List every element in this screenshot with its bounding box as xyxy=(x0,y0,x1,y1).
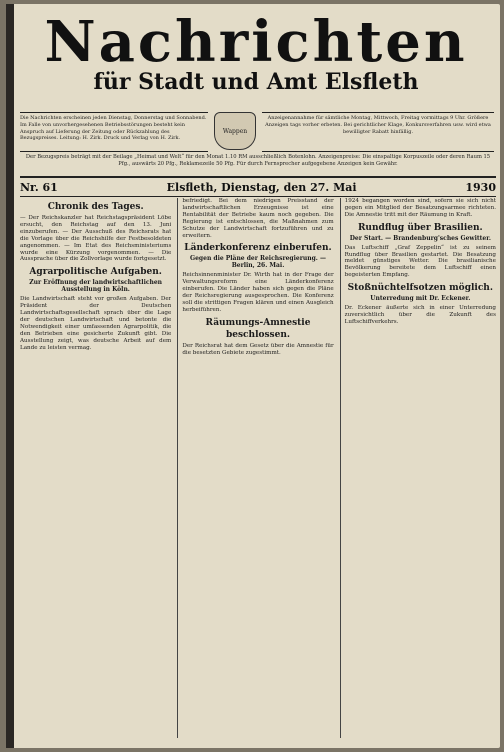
binding-edge xyxy=(6,4,14,748)
article-text: Der Reichsrat hat dem Gesetz über die Amnestie für die besetzten Gebiete zugestimmt. xyxy=(182,342,334,356)
newspaper-subtitle: für Stadt und Amt Elsfleth xyxy=(93,69,419,95)
crest-icon: Wappen xyxy=(214,112,256,150)
heading-chronik: Chronik des Tages. xyxy=(47,202,144,212)
dateline xyxy=(20,176,496,197)
heading-amnestie: Räumungs-Amnestie beschlossen. xyxy=(205,317,311,340)
column-1 xyxy=(20,198,171,738)
issue-number: Nr. 61 xyxy=(20,180,58,194)
subscription-notice: Der Bezugspreis beträgt mit der Beilage „Heimat und Welt“ für den Monat 1.10 RM ausschließlich Botenlohn. Anzeigenpreise: Die einspaltige Korpuszeile oder deren Raum 15 Pfg., auswärts 20 Pfg., Reklamezeile 50 Pfg. Für durch Fernsprecher aufgegebene Anzeigen kein Gewähr. xyxy=(25,154,491,167)
publication-info: Die Nachrichten erscheinen jeden Dienstag, Donnerstag und Sonnabend. Im Falle von unvorhergesehenen Betriebsstörungen besteht kein Anspruch auf Lieferung der Zeitung oder Rückzahlung des Bezugspreises. Leitung: H. Zirk. Druck und Verlag von H. Zirk. xyxy=(20,112,208,152)
article-text: 1924 begangen worden sind, sofern sie sich nicht gegen ein Mitglied der Besatzungsarmee richteten. Die Amnestie tritt mit der Räumung in Kraft. xyxy=(344,198,496,218)
article-text: Die Landwirtschaft steht vor großen Aufgaben. Der Präsident der Deutschen Landwirtschaftsgesellschaft sprach über die Lage der deutschen Landwirtschaft und betonte die Notwendigkeit einer umfassenden Agrarpolitik, die den Betrieben eine gesicherte Zukunft gibt. Die Ausstellung zeigt, was deutsche Arbeit auf dem Lande zu leisten vermag. xyxy=(20,296,172,351)
heading-agrar: Agrarpolitische Aufgaben. xyxy=(29,267,162,278)
subheading: Zur Eröffnung der landwirtschaftlichen Ausstellung in Köln. xyxy=(29,279,163,294)
issue-date: Elsfleth, Dienstag, den 27. Mai xyxy=(166,180,357,194)
article-text: — Der Reichskanzler hat Reichstagspräsident Löbe ersucht, den Reichstag auf den 13. Juni einzuberufen. — Der Ausschuß des Reichsrats hat die Vorlage über die Reichshilfe der Festbesoldeten angenommen. — Im Etat des Reichsministeriums wurde eine Kürzung vorgenommen. — Die Aussprache über die Zollvorlage wurde fortgesetzt. xyxy=(20,215,172,263)
newspaper-page xyxy=(6,4,500,748)
info-row xyxy=(20,112,496,152)
article-text: Reichsinnenminister Dr. Wirth hat in der Frage der Verwaltungsreform eine Länderkonferenz einberufen. Die Länder haben sich gegen die Pläne der Reichsregierung ausgesprochen. Die Konferenz soll die strittigen Fragen klären und einen Ausgleich herbeiführen. xyxy=(182,272,334,313)
heading-laenderkonferenz: Länderkonferenz einberufen. xyxy=(184,243,332,254)
article-text: befriedigt. Bei dem niedrigen Preisstand der landwirtschaftlichen Erzeugnisse ist eine Rentabilität der Betriebe kaum noch gegeben. Die Regierung ist entschlossen, die Maßnahmen zum Schutze der Landwirtschaft fortzuführen und zu erweitern. xyxy=(182,198,334,239)
column-3 xyxy=(340,198,496,738)
masthead xyxy=(14,10,498,110)
subheading: Der Start. — Brandenburg'sches Gewitter. xyxy=(349,234,491,242)
article-columns xyxy=(20,198,496,738)
article-text: Dr. Eckener äußerte sich in einer Unterredung zuversichtlich über die Zukunft des Luftschiffverkehrs. xyxy=(344,305,496,325)
heading-rundflug: Rundflug über Brasilien. xyxy=(357,222,483,233)
column-2 xyxy=(177,198,333,738)
newspaper-title: Nachrichten xyxy=(44,9,468,75)
heading-ueberflug: Stoßnüchtelfsotzen möglich. xyxy=(347,283,493,294)
subheading: Gegen die Pläne der Reichsregierung. — Berlin, 26. Mai. xyxy=(189,255,326,270)
article-text: Das Luftschiff „Graf Zeppelin“ ist zu seinem Rundflug über Brasilien gestartet. Die Besatzung meldet günstiges Wetter. Die brasilianische Bevölkerung bereitete dem Luftschiff einen begeisterten Empfang. xyxy=(344,244,496,279)
advertising-info: Anzeigenannahme für sämtliche Montag, Mittwoch, Freitag vormittags 9 Uhr. Größere Anzeigen tags vorher erbeten. Bei gerichtlicher Klage, Konkursverfahren usw. wird etwa bewilligter Rabatt hinfällig. xyxy=(262,112,494,152)
subheading: Unterredung mit Dr. Eckener. xyxy=(370,295,471,303)
issue-year: 1930 xyxy=(465,180,496,194)
